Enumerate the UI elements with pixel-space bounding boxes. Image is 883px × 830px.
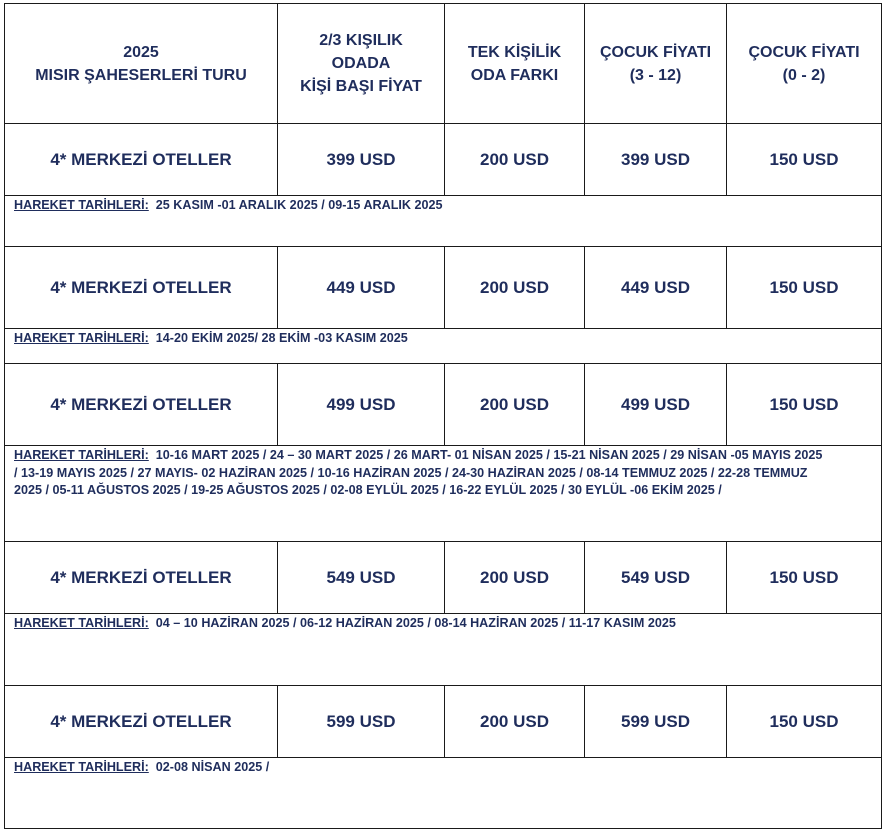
header-child-0-2: ÇOCUK FİYATI (0 - 2) [727, 4, 882, 124]
departure-dates-label: HAREKET TARİHLERİ: [14, 616, 149, 630]
dates-row [5, 614, 882, 686]
hotel-cell: 4* MERKEZİ OTELLER [5, 686, 278, 758]
departure-dates-text: 25 KASIM -01 ARALIK 2025 / 09-15 ARALIK 2025 [155, 198, 443, 212]
price-row [5, 124, 882, 196]
departure-dates-label: HAREKET TARİHLERİ: [14, 760, 149, 774]
departure-dates-cell [5, 614, 882, 686]
price-row [5, 686, 882, 758]
child-0-2-cell: 150 USD [727, 686, 882, 758]
dates-row [5, 446, 882, 542]
header-tour-name: 2025 MISIR ŞAHESERLERİ TURU [5, 4, 278, 124]
departure-dates-cell [5, 758, 882, 829]
single-supplement-cell: 200 USD [445, 124, 585, 196]
child-0-2-cell: 150 USD [727, 247, 882, 329]
single-supplement-cell: 200 USD [445, 542, 585, 614]
price-cell: 599 USD [278, 686, 445, 758]
departure-dates-label: HAREKET TARİHLERİ: [14, 331, 149, 345]
child-3-12-cell: 499 USD [585, 364, 727, 446]
dates-row [5, 196, 882, 247]
single-supplement-cell: 200 USD [445, 686, 585, 758]
dates-row [5, 329, 882, 364]
price-cell: 499 USD [278, 364, 445, 446]
header-single-supplement: TEK KİŞİLİK ODA FARKI [445, 4, 585, 124]
departure-dates-text: / 13-19 MAYIS 2025 / 27 MAYIS- 02 HAZİRAN 2025 / 10-16 HAZİRAN 2025 / 24-30 HAZİRAN 2025 / 08-14 TEMMUZ 2025 / 22-28 TEMMUZ [14, 465, 808, 480]
dates-row [5, 758, 882, 829]
departure-dates-text: 02-08 NİSAN 2025 / [155, 760, 270, 774]
hotel-cell: 4* MERKEZİ OTELLER [5, 542, 278, 614]
child-3-12-cell: 449 USD [585, 247, 727, 329]
price-table [4, 3, 882, 829]
header-row [5, 4, 882, 124]
departure-dates-text: 04 – 10 HAZİRAN 2025 / 06-12 HAZİRAN 2025 / 08-14 HAZİRAN 2025 / 11-17 KASIM 2025 [155, 616, 676, 630]
departure-dates-text: 14-20 EKİM 2025/ 28 EKİM -03 KASIM 2025 [155, 331, 408, 345]
departure-dates-cell [5, 446, 882, 542]
header-double-room-price: 2/3 KIŞILIK ODADA KİŞİ BAŞI FİYAT [278, 4, 445, 124]
single-supplement-cell: 200 USD [445, 364, 585, 446]
price-row [5, 542, 882, 614]
price-cell: 449 USD [278, 247, 445, 329]
price-cell: 549 USD [278, 542, 445, 614]
price-row [5, 247, 882, 329]
hotel-cell: 4* MERKEZİ OTELLER [5, 247, 278, 329]
child-0-2-cell: 150 USD [727, 542, 882, 614]
price-row [5, 364, 882, 446]
hotel-cell: 4* MERKEZİ OTELLER [5, 124, 278, 196]
departure-dates-label: HAREKET TARİHLERİ: [14, 198, 149, 212]
departure-dates-text: 10-16 MART 2025 / 24 – 30 MART 2025 / 26 MART- 01 NİSAN 2025 / 15-21 NİSAN 2025 / 29 NİSAN -05 MAYIS 2025 [155, 448, 823, 462]
price-cell: 399 USD [278, 124, 445, 196]
departure-dates-cell [5, 329, 882, 364]
departure-dates-text: 2025 / 05-11 AĞUSTOS 2025 / 19-25 AĞUSTOS 2025 / 02-08 EYLÜL 2025 / 16-22 EYLÜL 2025 / 30 EYLÜL -06 EKİM 2025 / [14, 483, 722, 497]
single-supplement-cell: 200 USD [445, 247, 585, 329]
header-child-3-12: ÇOCUK FİYATI (3 - 12) [585, 4, 727, 124]
departure-dates-label: HAREKET TARİHLERİ: [14, 448, 149, 462]
departure-dates-cell [5, 196, 882, 247]
child-3-12-cell: 599 USD [585, 686, 727, 758]
child-3-12-cell: 549 USD [585, 542, 727, 614]
child-0-2-cell: 150 USD [727, 364, 882, 446]
child-3-12-cell: 399 USD [585, 124, 727, 196]
child-0-2-cell: 150 USD [727, 124, 882, 196]
hotel-cell: 4* MERKEZİ OTELLER [5, 364, 278, 446]
